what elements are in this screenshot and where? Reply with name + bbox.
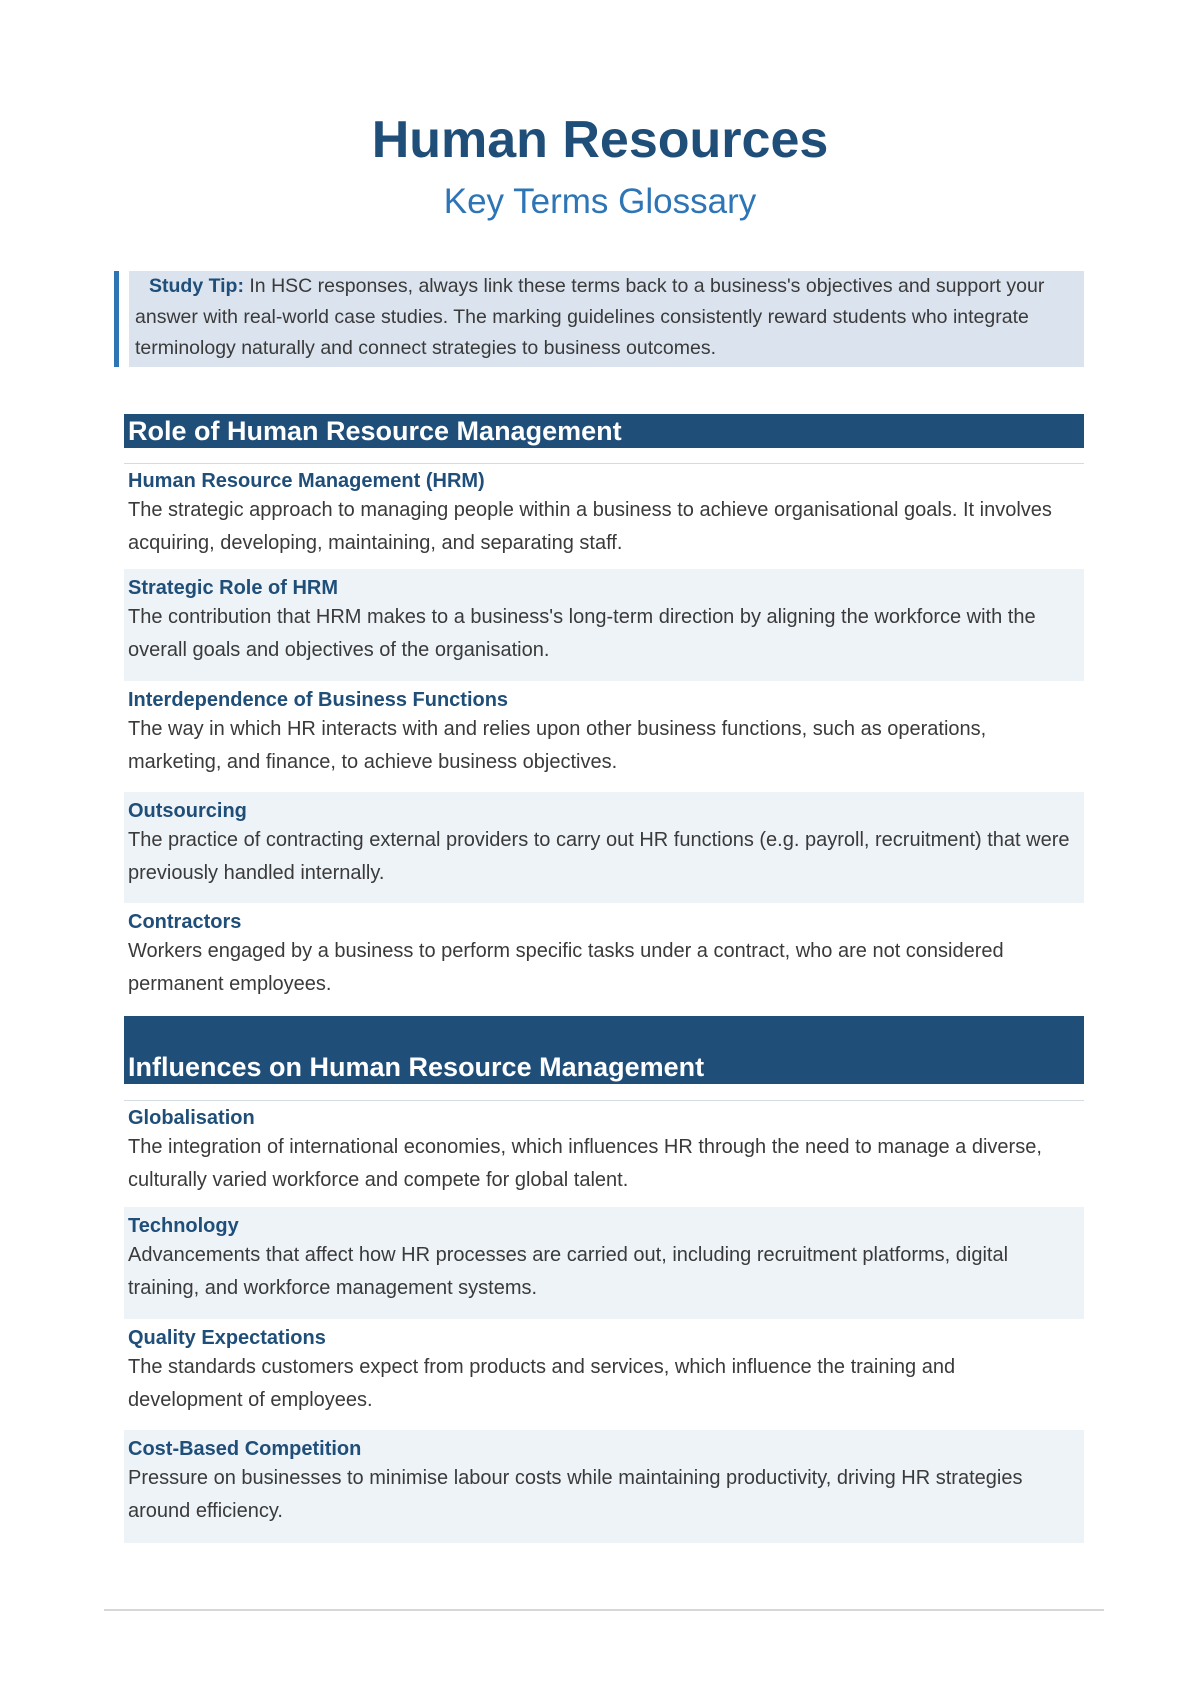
glossary-entry xyxy=(124,681,1084,792)
glossary-term: Interdependence of Business Functions xyxy=(128,689,509,711)
glossary-entry xyxy=(124,569,1084,681)
glossary-term: Quality Expectations xyxy=(128,1327,326,1349)
page-title: Human Resources xyxy=(371,111,829,169)
glossary-definition: Pressure on businesses to minimise labour costs while maintaining productivity, driving HR strategies around efficiency. xyxy=(128,1467,1023,1522)
section-heading-influences-on-hrm: Influences on Human Resource Management xyxy=(124,1016,1084,1084)
glossary-definition: The integration of international economies, which influences HR through the need to manage a diverse, culturally varied workforce and compete for global talent. xyxy=(128,1136,1042,1191)
glossary-term: Contractors xyxy=(128,911,242,933)
glossary-entry xyxy=(124,903,1084,1013)
footer-divider xyxy=(104,1609,1104,1611)
glossary-term: Globalisation xyxy=(128,1107,255,1129)
glossary-definition: The strategic approach to managing people within a business to achieve organisational goals. It involves acquiring, developing, maintaining, and separating staff. xyxy=(128,499,1052,554)
study-tip-label: Study Tip: xyxy=(149,275,244,297)
glossary-definition: The practice of contracting external providers to carry out HR functions (e.g. payroll, recruitment) that were previously handled internally. xyxy=(128,829,1070,884)
page-subtitle: Key Terms Glossary xyxy=(443,182,757,221)
glossary-definition: The contribution that HRM makes to a business's long-term direction by aligning the workforce with the overall goals and objectives of the organisation. xyxy=(128,606,1036,661)
glossary-entry xyxy=(124,464,1084,569)
section-heading-role-of-hrm: Role of Human Resource Management xyxy=(124,414,1084,448)
glossary-entry xyxy=(124,1207,1084,1319)
glossary-definition: The standards customers expect from products and services, which influence the training and development of employees. xyxy=(128,1356,956,1411)
glossary-term: Cost-Based Competition xyxy=(128,1438,362,1460)
glossary-definition: Advancements that affect how HR processes are carried out, including recruitment platforms, digital training, and workforce management systems. xyxy=(128,1244,1009,1299)
glossary-entry xyxy=(124,792,1084,903)
study-tip-text: In HSC responses, always link these terms back to a business's objectives and support your answer with real-world case studies. The marking guidelines consistently reward students who integrate terminology naturally and connect strategies to business outcomes. xyxy=(135,275,1045,359)
glossary-term: Strategic Role of HRM xyxy=(128,577,339,599)
glossary-term: Outsourcing xyxy=(128,800,247,822)
glossary-term: Human Resource Management (HRM) xyxy=(128,470,485,492)
study-tip-body xyxy=(129,271,1084,367)
study-tip-callout xyxy=(114,271,1084,367)
glossary-entry xyxy=(124,1430,1084,1543)
glossary-definition: The way in which HR interacts with and relies upon other business functions, such as operations, marketing, and finance, to achieve business objectives. xyxy=(128,718,987,773)
glossary-entry xyxy=(124,1101,1084,1207)
glossary-term: Technology xyxy=(128,1215,239,1237)
glossary-entry xyxy=(124,1319,1084,1430)
glossary-definition: Workers engaged by a business to perform specific tasks under a contract, who are not considered permanent employees. xyxy=(128,940,1004,995)
